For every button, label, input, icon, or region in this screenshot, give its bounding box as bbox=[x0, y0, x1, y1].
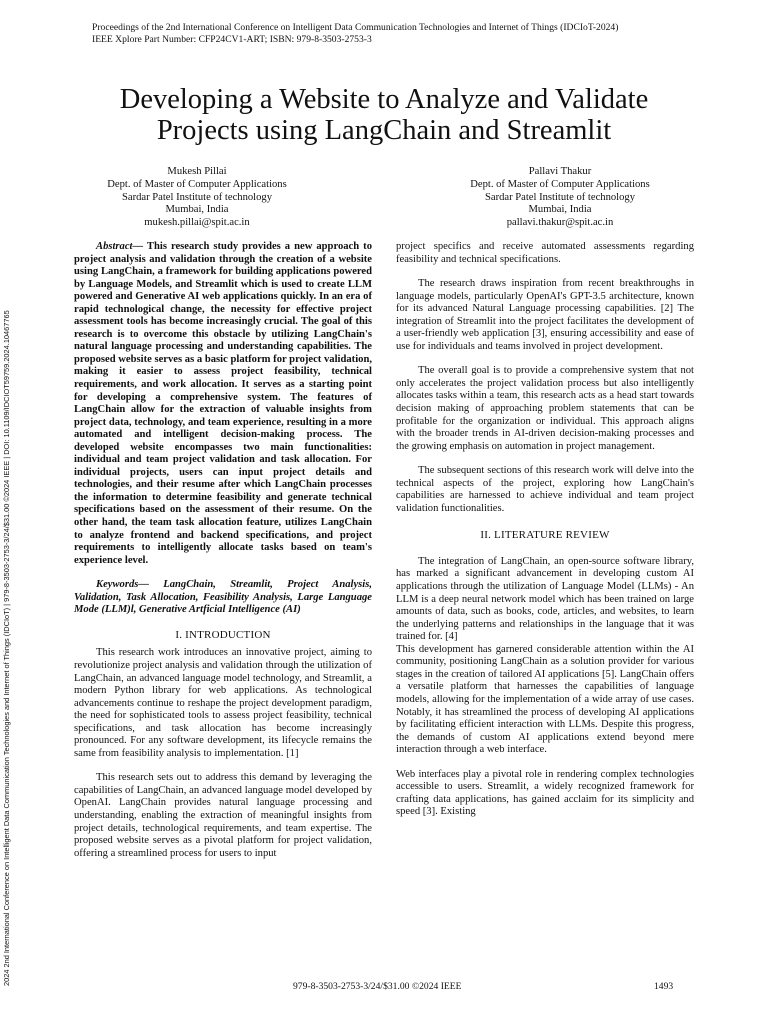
literature-paragraph-3: Web interfaces play a pivotal role in rendering complex technologies accessible to users. Streamlit, a widely recognized framework for crafting data applications, has gained acclaim for its simplicity and speed [3]. Existing bbox=[396, 768, 694, 818]
abstract bbox=[74, 241, 372, 567]
abstract-label: Abstract— bbox=[96, 241, 144, 252]
author-city: Mumbai, India bbox=[165, 204, 229, 216]
intro-paragraph-2-cont: project specifics and receive automated assessments regarding feasibility and technical specifications. bbox=[396, 241, 694, 265]
page-number: 1493 bbox=[654, 981, 674, 992]
author-name: Mukesh Pillai bbox=[167, 166, 227, 177]
author-block-2 bbox=[435, 166, 685, 230]
section-heading-introduction: I. INTRODUCTION bbox=[175, 628, 271, 641]
literature-paragraph-2: This development has garnered considerable attention within the AI community, positioning LangChain as a solution provider for various stages in the creation of tailored AI applications [5]. LangChain offers a versatile platform that harnesses the capabilities of language models, allowing for the implementation of a wide array of use cases. Notably, it has streamlined the process of developing AI applications by facilitating efficient interaction with LLMs. Despite this progress, the demands of custom AI applications extend beyond mere interaction through a web interface. bbox=[396, 643, 694, 756]
keywords bbox=[74, 579, 372, 617]
keywords-label: Keywords— bbox=[96, 579, 149, 591]
paper-title bbox=[40, 84, 728, 146]
author-email: pallavi.thakur@spit.ac.in bbox=[506, 217, 614, 229]
author-dept: Dept. of Master of Computer Applications bbox=[107, 178, 287, 190]
intro-paragraph-1: This research work introduces an innovative project, aiming to revolutionize project analysis and validation through the utilization of LangChain, an advanced language model technology, and Streamlit, a modern Python library for web applications. As technological advancements continue to reshape the project development paradigm, the need for sophisticated tools to assess project feasibility, technical specifications, and task allocation has become increasingly pronounced. For any software development, its lifecycle remains the same from feasibility analysis to implementation. [1] bbox=[74, 647, 372, 759]
right-column bbox=[396, 241, 694, 819]
intro-paragraph-5: The subsequent sections of this research work will delve into the technical aspects of the project, exploring how LangChain's capabilities are harnessed to achieve individual and team project validation functionalities. bbox=[396, 465, 694, 514]
abstract-text: This research study provides a new approach to project analysis and validation through the creation of a website using LangChain, a framework for building applications powered by Language Models, and Streamlit which is used to create LLM powered and Generative AI web applications quickly. In an era of rapid technological change, the necessity for effective project assessment tools has become increasingly crucial. The goal of this research is to overcome this obstacle by utilizing LangChain's natural language processing and understanding capabilities. The proposed website serves as a basic platform for project validation, making it easier to assess project feasibility, technical requirements, and work allocation. It serves as a starting point for developing a comprehensive system. The features of LangChain allow for the extraction of valuable insights from project data, technology, and team experience, resulting in a more automated and intelligent decision-making process. The developed website encompasses two main functionalities: individual and team project validation and task allocation. For individual projects, users can input project details and technologies, and their resume after which LangChain processes the information to determine feasibility and generate technical specifications based on the assessment of their resume. On the other hand, the team task allocation feature, utilizes LangChain to analyze frontend and backend specifications, and project requirements to intelligently allocate tasks based on team's experience level. bbox=[74, 241, 372, 566]
author-name: Pallavi Thakur bbox=[528, 166, 592, 177]
header-isbn: IEEE Xplore Part Number: CFP24CV1-ART; ISBN: 979-8-3503-2753-3 bbox=[92, 34, 372, 45]
author-email: mukesh.pillai@spit.ac.in bbox=[144, 217, 250, 229]
section-heading-literature-review: II. LITERATURE REVIEW bbox=[480, 529, 610, 542]
author-block-1 bbox=[72, 166, 322, 230]
intro-paragraph-2: This research sets out to address this demand by leveraging the capabilities of LangChain, an advanced language model developed by OpenAI. LangChain provides natural language processing and understanding, enabling the extraction of meaningful insights from project details, technological requirements, and team expertise. The proposed website serves as a pivotal platform for project validation, offering a streamlined process for users to input bbox=[74, 772, 372, 859]
literature-paragraph-1: The integration of LangChain, an open-source software library, has marked a significant advancement in developing custom AI applications through the utilization of Language Model (LLMs) - An LLM is a deep neural network model which has been trained on large amounts of data, such as books, code, articles, and websites, to learn the underlying patterns and relationships in the language that it was trained for. [4] bbox=[396, 555, 694, 643]
title-line-1: Developing a Website to Analyze and Validate bbox=[119, 84, 649, 115]
author-institute: Sardar Patel Institute of technology bbox=[121, 191, 273, 203]
running-header bbox=[92, 22, 618, 46]
author-city: Mumbai, India bbox=[528, 204, 592, 216]
left-column bbox=[74, 241, 372, 860]
intro-paragraph-3: The research draws inspiration from recent breakthroughs in language models, particularly OpenAI's GPT-3.5 architecture, known for its advanced Natural Language processing capabilities. [2] The integration of Streamlit into the project facilitates the development of a user-friendly web application [3], ensuring accessibility and ease of use for individuals and teams involved in project development. bbox=[396, 278, 694, 352]
intro-paragraph-4: The overall goal is to provide a comprehensive system that not only accelerates the project validation process but also intelligently allocates tasks within a team, this research acts as a head start towards decision making of approaching problem statements that can be profitable for the organization or individual. This approach aligns with the broader trends in AI-driven decision-making processes and the growing emphasis on automation in project management. bbox=[396, 365, 694, 452]
author-institute: Sardar Patel Institute of technology bbox=[484, 191, 636, 203]
keywords-text: LangChain, Streamlit, Project Analysis, Validation, Task Allocation, Feasibility Analysis, Large Language Mode (LLM)l, Generative Artficial Intelligence (AI) bbox=[74, 579, 372, 616]
author-dept: Dept. of Master of Computer Applications bbox=[470, 178, 650, 190]
footer-copyright: 979-8-3503-2753-3/24/$31.00 ©2024 IEEE bbox=[293, 981, 462, 992]
side-doi-note: 2024 2nd International Conference on Intelligent Data Communication Technologies and Internet of Things (IDCIoT) | 979-8-3503-2753-3/24/$31.00 ©2024 IEEE | DOI: 10.1109/IDCIOT59759.2024.10467765 bbox=[2, 310, 11, 986]
header-proceedings: Proceedings of the 2nd International Conference on Intelligent Data Communication Technologies and Internet of Things (IDCIoT-2024) bbox=[92, 22, 619, 33]
title-line-2: Projects using LangChain and Streamlit bbox=[156, 115, 612, 146]
